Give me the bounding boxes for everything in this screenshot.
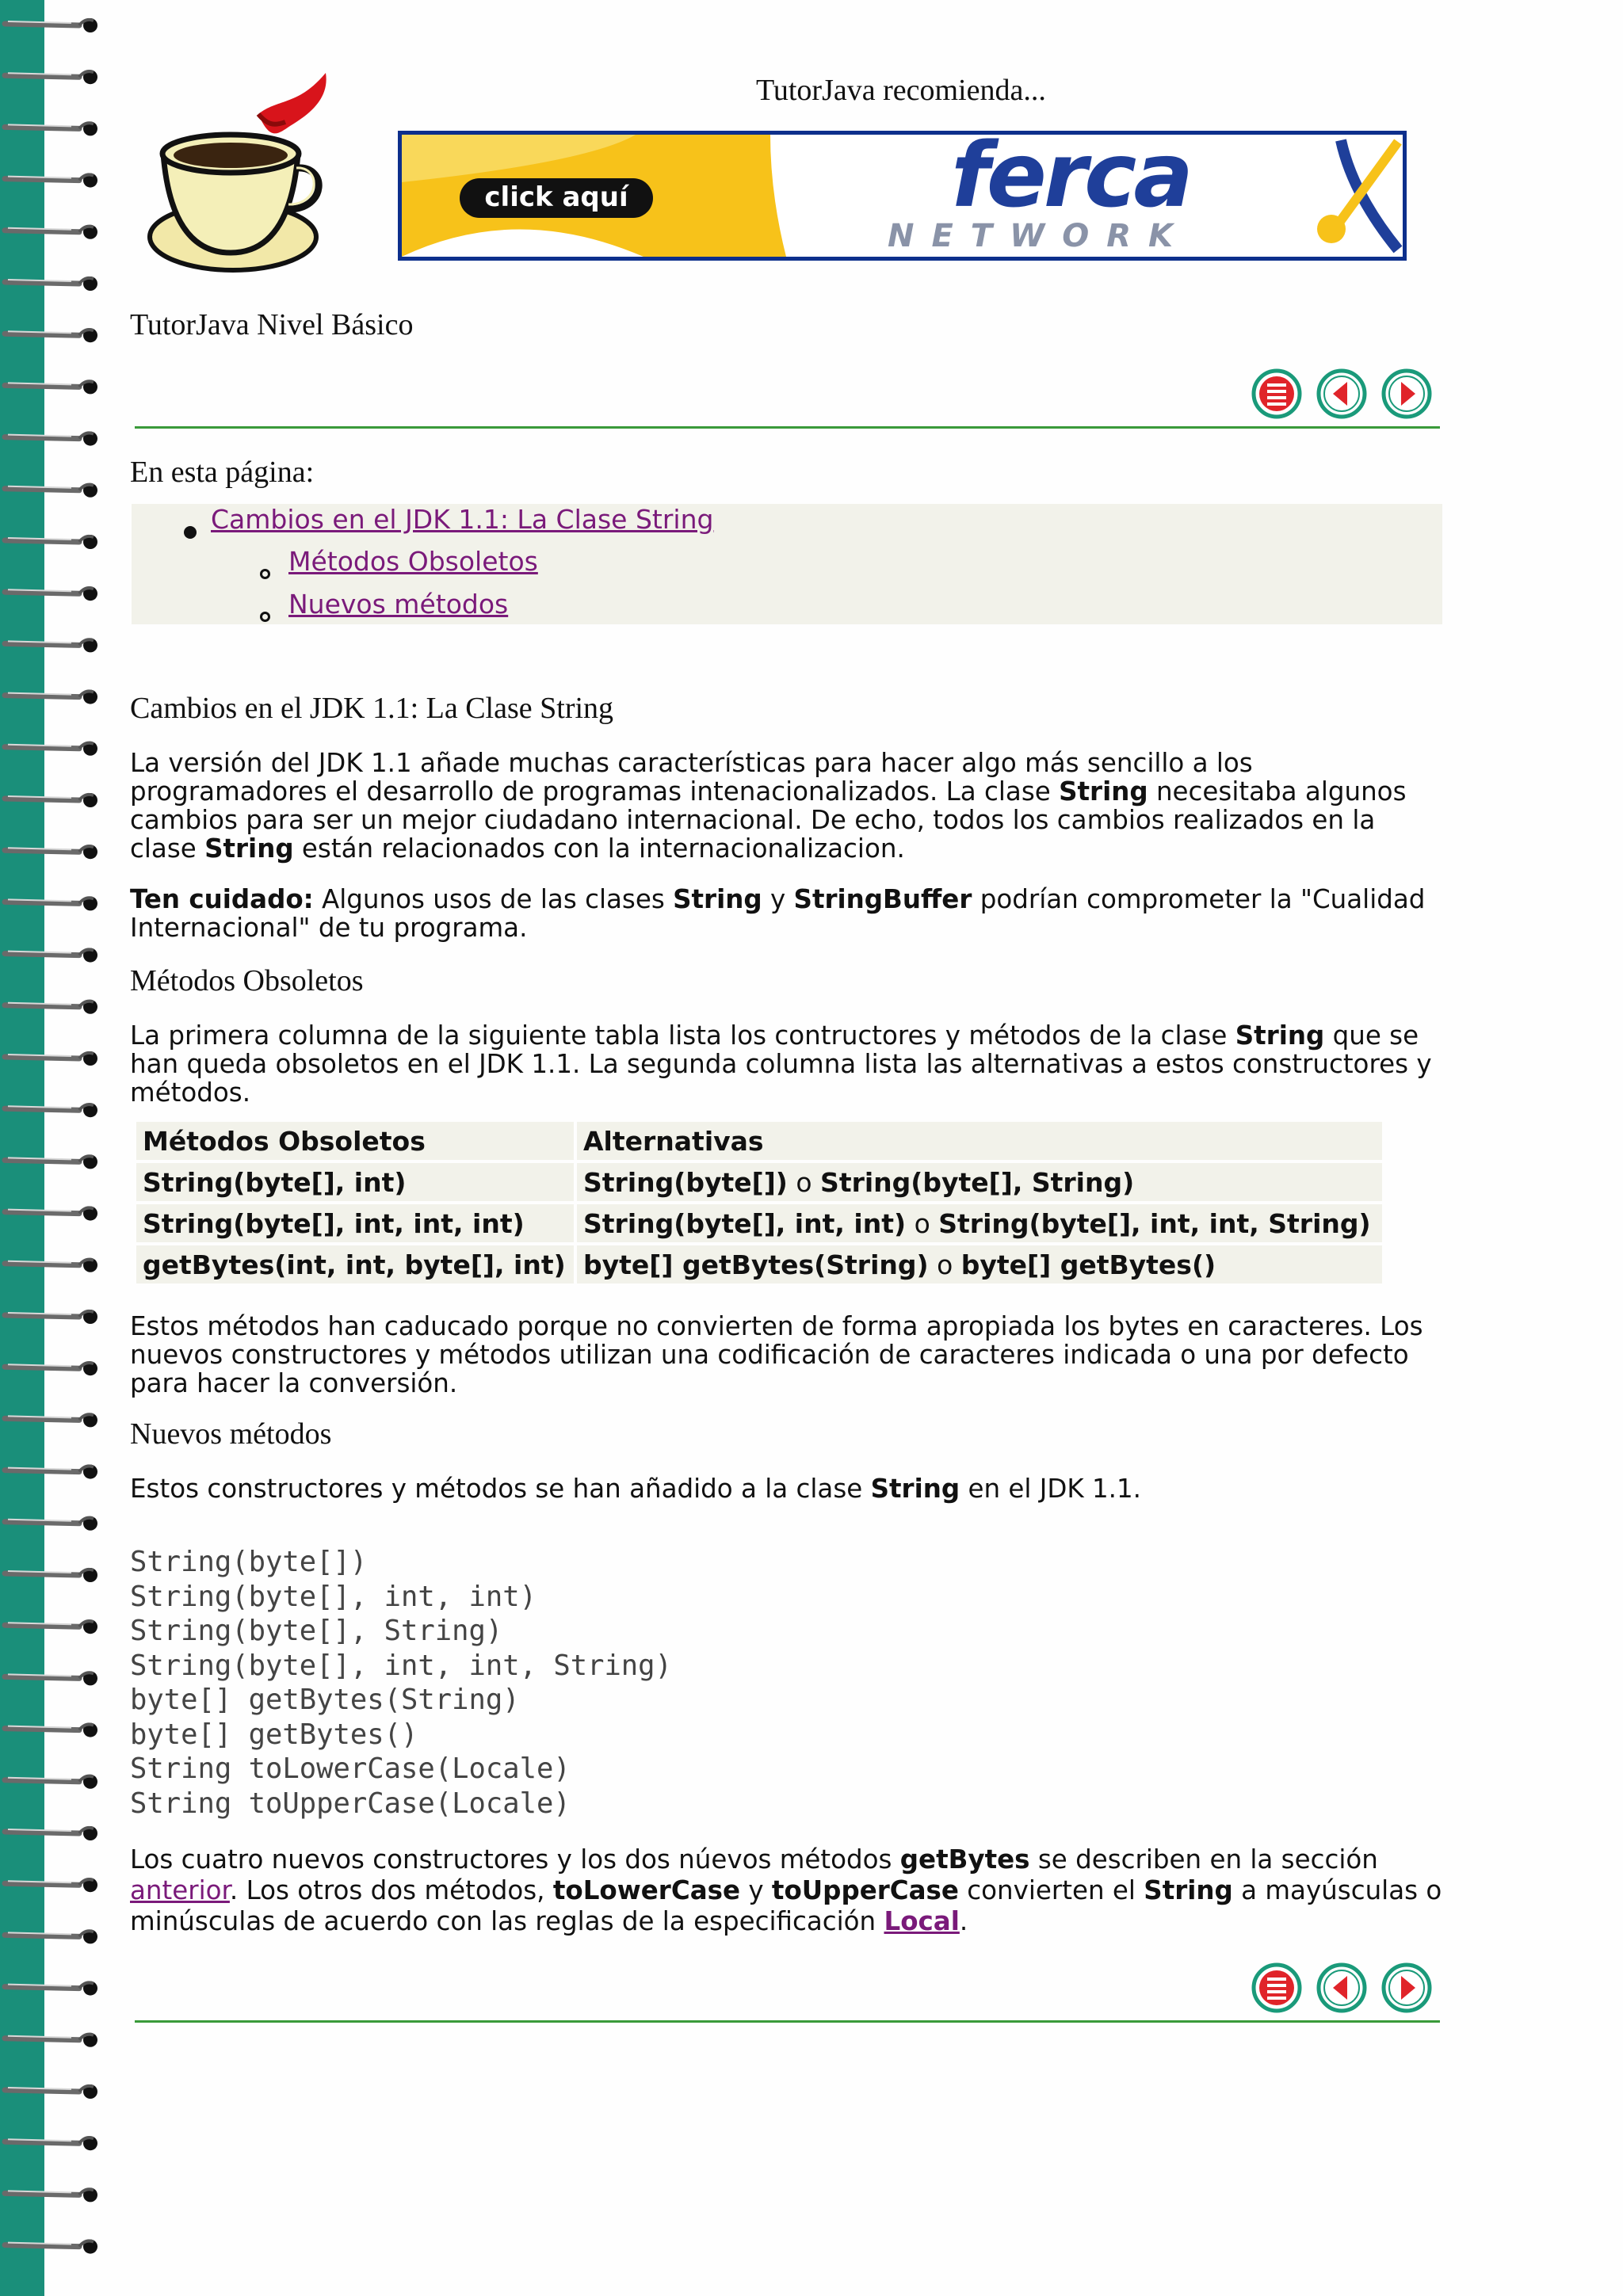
text-run: están relacionados con la internacionalizacion. bbox=[293, 833, 905, 864]
text-run: convierten el bbox=[958, 1875, 1144, 1905]
text-run: Algunos usos de las clases bbox=[313, 884, 674, 914]
toc-link-cambios[interactable]: Cambios en el JDK 1.1: La Clase String bbox=[211, 504, 714, 535]
bold-text: String bbox=[1144, 1875, 1233, 1905]
text-run: Estos constructores y métodos se han añadido a la clase bbox=[130, 1474, 871, 1504]
on-page-toc bbox=[132, 504, 1442, 624]
text-run: La primera columna de la siguiente tabla lista los contructores y métodos de la clase bbox=[130, 1020, 1235, 1051]
paragraph-intro bbox=[130, 749, 1445, 863]
nav-bar-top bbox=[1251, 368, 1433, 420]
text-run: se describen en la sección bbox=[1029, 1844, 1378, 1875]
method-signature: byte[] getBytes() bbox=[960, 1249, 1216, 1280]
method-signature: String(byte[], int, int, String) bbox=[938, 1207, 1371, 1239]
nav-bar-bottom bbox=[1251, 1962, 1433, 2014]
code-line: String(byte[], String) bbox=[130, 1615, 503, 1647]
toc-link-nuevos[interactable]: Nuevos métodos bbox=[288, 589, 509, 620]
method-signature: String(byte[]) bbox=[583, 1166, 788, 1198]
code-line: String toLowerCase(Locale) bbox=[130, 1753, 571, 1785]
text-run: Los cuatro nuevos constructores y los dos núevos métodos bbox=[130, 1844, 900, 1875]
paragraph-new-methods-intro bbox=[130, 1474, 1445, 1503]
code-block-new-methods bbox=[130, 1545, 672, 1821]
previous-icon[interactable] bbox=[1316, 1962, 1368, 2014]
section-heading-nuevos: Nuevos métodos bbox=[130, 1417, 332, 1451]
divider-bottom bbox=[135, 2020, 1440, 2023]
conjunction-text: o bbox=[787, 1166, 821, 1198]
deprecated-method-cell: getBytes(int, int, byte[], int) bbox=[136, 1245, 574, 1283]
coffee-cup-logo bbox=[139, 67, 336, 280]
inline-link[interactable]: anterior bbox=[130, 1875, 230, 1905]
alternative-cell bbox=[577, 1245, 1382, 1283]
text-run: podrían comprometer la "Cualidad Internacional" de tu programa. bbox=[130, 884, 1426, 943]
toc-bullet bbox=[184, 526, 197, 539]
table-header-cell: Métodos Obsoletos bbox=[136, 1122, 574, 1160]
text-run: a mayúsculas o minúsculas de acuerdo con las reglas de la especificación bbox=[130, 1875, 1442, 1936]
banner-brand: ferca bbox=[951, 131, 1190, 227]
paragraph-warning bbox=[130, 885, 1445, 942]
bold-text: String bbox=[204, 833, 294, 864]
table-row bbox=[136, 1163, 1382, 1201]
text-run: y bbox=[762, 884, 794, 914]
table-header-row bbox=[136, 1122, 1382, 1160]
bold-text: getBytes bbox=[899, 1844, 1030, 1875]
deprecated-method-cell: String(byte[], int, int, int) bbox=[136, 1204, 574, 1242]
bold-text: String bbox=[1235, 1020, 1325, 1051]
table-row bbox=[136, 1245, 1382, 1283]
text-run: . Los otros dos métodos, bbox=[229, 1875, 553, 1905]
toc-bullet bbox=[260, 612, 270, 622]
bold-text: toLowerCase bbox=[552, 1875, 741, 1905]
text-run: necesitaba algunos cambios para ser un mejor ciudadano internacional. De echo, todos los cambios realizados en la clase bbox=[130, 776, 1407, 864]
banner-brand-sub: NETWORK bbox=[887, 218, 1190, 254]
code-line: String toUpperCase(Locale) bbox=[130, 1787, 571, 1820]
deprecated-method-cell: String(byte[], int) bbox=[136, 1163, 574, 1201]
deprecated-methods-table bbox=[133, 1119, 1385, 1287]
text-run: en el JDK 1.1. bbox=[960, 1474, 1142, 1504]
code-line: byte[] getBytes(String) bbox=[130, 1684, 520, 1716]
text-run: que se han queda obsoletos en el JDK 1.1. La segunda columna lista las alternativas a estos constructores y métodos. bbox=[130, 1020, 1432, 1108]
bold-text: toUpperCase bbox=[771, 1875, 959, 1905]
bold-text: StringBuffer bbox=[793, 884, 972, 914]
banner-button-text: click aquí bbox=[484, 181, 628, 213]
alternative-cell bbox=[577, 1204, 1382, 1242]
paragraph-deprecated-reason bbox=[130, 1312, 1445, 1398]
method-signature: String(byte[], int, int) bbox=[583, 1207, 907, 1239]
course-title: TutorJava Nivel Básico bbox=[130, 308, 414, 341]
conjunction-text: o bbox=[928, 1249, 961, 1280]
index-icon[interactable] bbox=[1251, 1962, 1303, 2014]
section-heading-obsoletos: Métodos Obsoletos bbox=[130, 964, 364, 997]
bold-text: String bbox=[673, 884, 762, 914]
conjunction-text: o bbox=[906, 1207, 939, 1239]
table-row bbox=[136, 1204, 1382, 1242]
text-run: y bbox=[740, 1875, 772, 1905]
method-signature: byte[] getBytes(String) bbox=[583, 1249, 929, 1280]
next-icon[interactable] bbox=[1381, 1962, 1433, 2014]
toc-link-obsoletos[interactable]: Métodos Obsoletos bbox=[288, 546, 538, 577]
ferca-network-banner[interactable] bbox=[398, 131, 1407, 261]
toc-bullet bbox=[260, 569, 270, 579]
table-header-cell: Alternativas bbox=[577, 1122, 1382, 1160]
previous-icon[interactable] bbox=[1316, 368, 1368, 420]
text-run: Estos métodos han caducado porque no convierten de forma apropiada los bytes en caracteres. Los nuevos constructores y métodos utilizan una codificación de caracteres indicada o una por defecto para hacer la conversión. bbox=[130, 1311, 1423, 1398]
alternative-cell bbox=[577, 1163, 1382, 1201]
spiral-binding bbox=[0, 0, 111, 2296]
recommend-text: TutorJava recomienda... bbox=[756, 74, 1046, 107]
divider-top bbox=[135, 426, 1440, 429]
index-icon[interactable] bbox=[1251, 368, 1303, 420]
next-icon[interactable] bbox=[1381, 368, 1433, 420]
method-signature: String(byte[], String) bbox=[820, 1166, 1135, 1198]
section-heading-cambios: Cambios en el JDK 1.1: La Clase String bbox=[130, 692, 614, 725]
paragraph-table-intro bbox=[130, 1021, 1445, 1107]
text-run: La versión del JDK 1.1 añade muchas características para hacer algo más sencillo a los programadores el desarrollo de programas intenacionalizados. La clase bbox=[130, 748, 1253, 807]
code-line: String(byte[], int, int) bbox=[130, 1580, 537, 1613]
inline-link[interactable]: Local bbox=[884, 1906, 960, 1936]
bold-text: Ten cuidado: bbox=[130, 884, 314, 914]
code-line: byte[] getBytes() bbox=[130, 1718, 418, 1751]
on-page-label: En esta página: bbox=[130, 456, 315, 489]
paragraph-new-methods-detail bbox=[130, 1844, 1445, 1937]
bold-text: String bbox=[870, 1474, 960, 1504]
code-line: String(byte[], int, int, String) bbox=[130, 1649, 672, 1682]
code-line: String(byte[]) bbox=[130, 1546, 368, 1578]
bold-text: String bbox=[1059, 776, 1148, 807]
text-run: . bbox=[959, 1906, 968, 1936]
